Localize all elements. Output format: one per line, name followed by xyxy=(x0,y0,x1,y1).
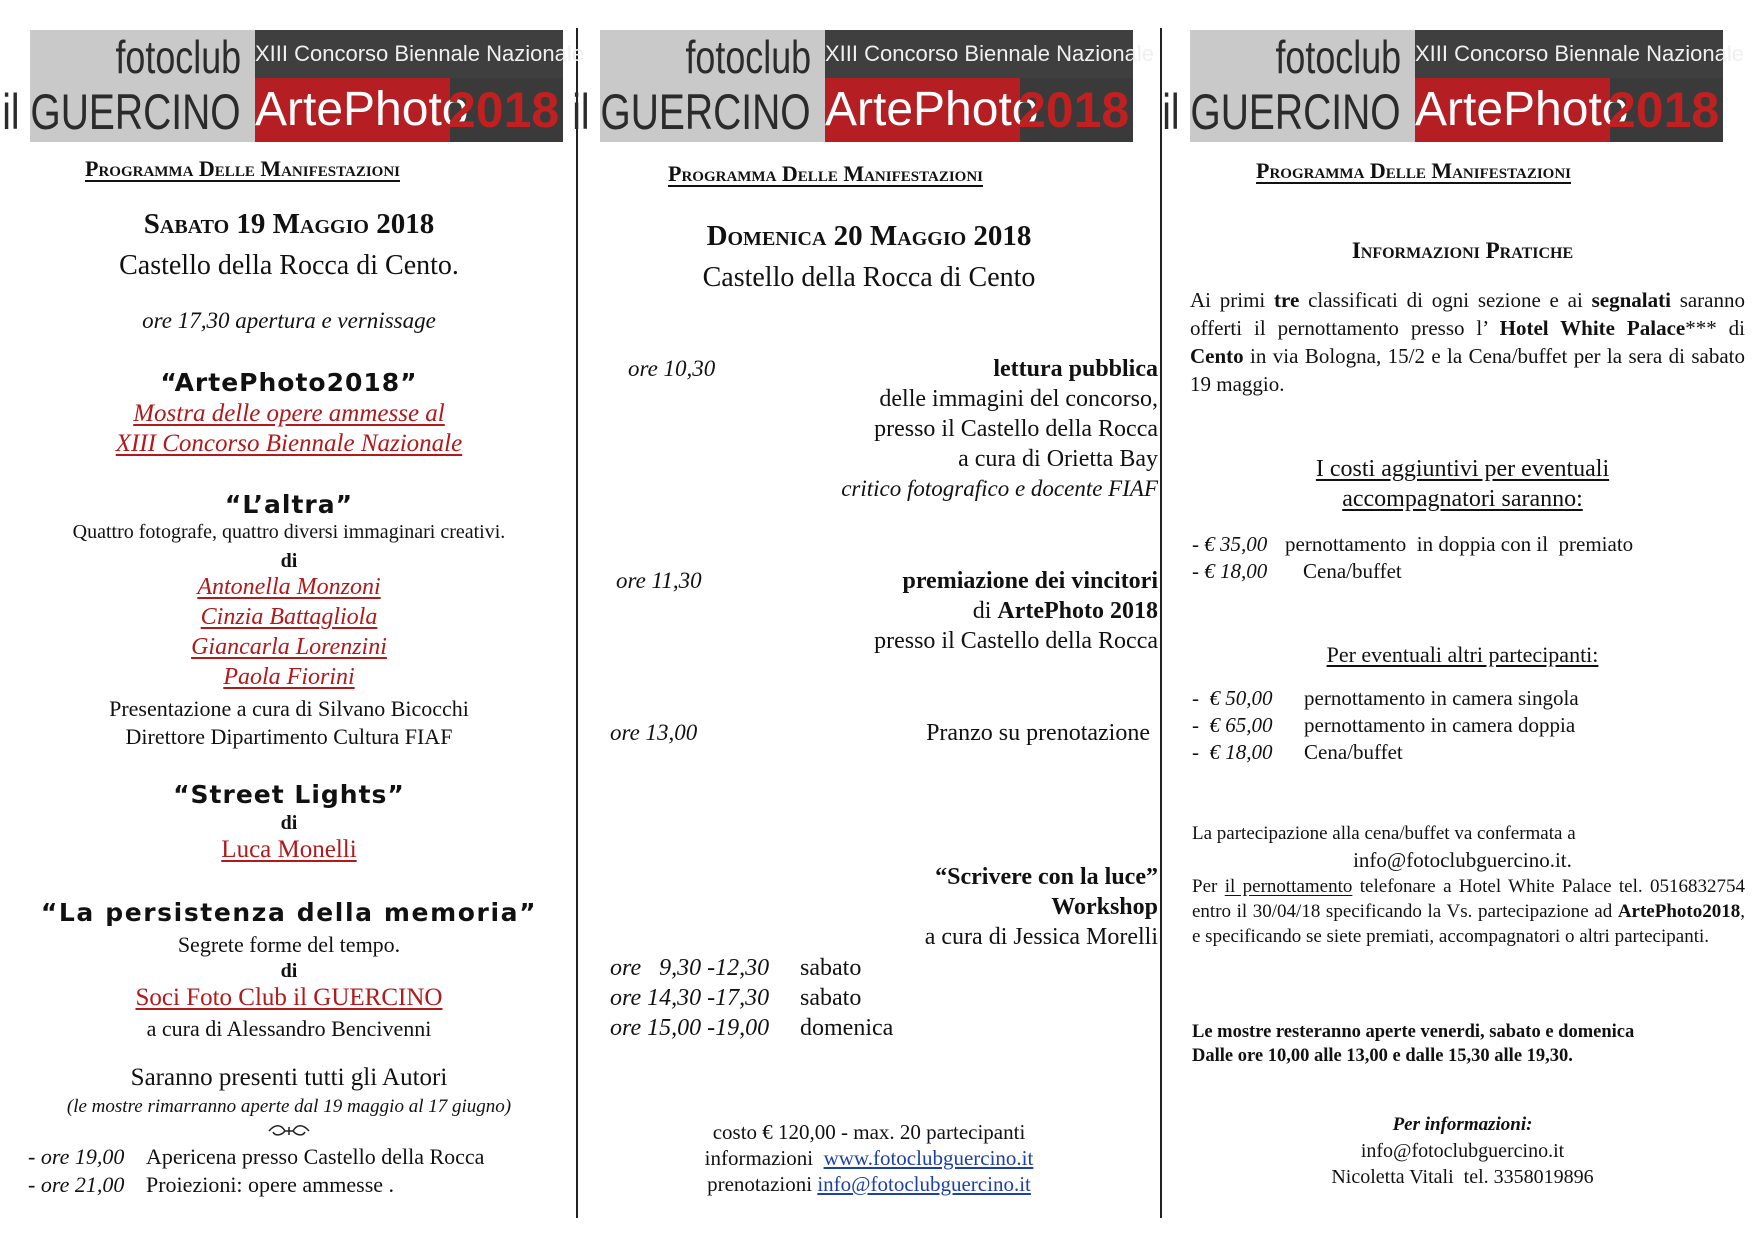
workshop-title: “Scrivere con la luce” xyxy=(935,864,1158,890)
price: - € 65,00 xyxy=(1192,713,1273,737)
paragraph-bold: ArtePhoto2018 xyxy=(1617,901,1741,922)
workshop-label: Workshop xyxy=(1051,894,1158,920)
di-label: di xyxy=(280,812,298,834)
paragraph-text: classificati di ogni sezione e ai xyxy=(1299,288,1592,312)
booking-line xyxy=(580,1172,1158,1197)
year-label: 2018 xyxy=(1018,82,1130,138)
paragraph-text: , e specificando se siete premiati, accompagnatori o altri partecipanti. xyxy=(1192,901,1745,947)
price: - € 35,00 xyxy=(1192,532,1268,556)
others-title: Per eventuali altri partecipanti: xyxy=(1326,642,1599,667)
exhibition-title: “L’altra” xyxy=(224,490,354,519)
logo-guercino-text: il GUERCINO xyxy=(572,84,811,140)
price-description: pernottamento in camera singola xyxy=(1304,686,1579,710)
workshop-time: ore 15,00 -19,00 xyxy=(610,1015,770,1041)
programma-title: Programma Delle Manifestazioni xyxy=(1256,158,1572,183)
workshop-day: sabato xyxy=(800,955,862,981)
column-info xyxy=(1162,0,1755,1240)
author-name: Giancarla Lorenzini xyxy=(191,634,387,660)
prize-paragraph xyxy=(1190,286,1745,398)
paragraph-text: telefonare a Hotel White Palace tel. 0516832754 entro il 30/04/18 specificando la Vs. partecipazione ad xyxy=(1192,876,1745,922)
paragraph-underline: il pernottamento xyxy=(1224,876,1353,897)
fleuron-ornament xyxy=(0,1124,578,1138)
paragraph-bold: Hotel White Palace xyxy=(1499,316,1686,340)
column-divider xyxy=(1160,28,1162,1218)
activity-line: critico fotografico e docente FIAF xyxy=(841,476,1158,501)
exhibition-title: “Street Lights” xyxy=(173,780,405,809)
artephoto-label: ArtePhoto xyxy=(825,78,1020,142)
exhibition-description: Segrete forme del tempo. xyxy=(177,932,401,957)
website-link[interactable]: www.fotoclubguercino.it xyxy=(823,1146,1034,1170)
opening-hours: Le mostre resteranno aperte venerdi, sabato e domenica xyxy=(1192,1022,1635,1042)
artephoto-label: ArtePhoto xyxy=(255,78,450,142)
costs-title: I costi aggiuntivi per eventuali xyxy=(1315,456,1610,482)
paragraph-bold: segnalati xyxy=(1591,288,1671,312)
column-saturday xyxy=(0,0,584,1240)
exhibition-subtitle: Mostra delle opere ammesse al xyxy=(133,400,445,427)
activity-line: delle immagini del concorso, xyxy=(879,386,1158,412)
costs-title: accompagnatori saranno: xyxy=(1342,486,1583,512)
authors-present: Saranno presenti tutti gli Autori xyxy=(130,1064,448,1091)
workshop-cost: costo € 120,00 - max. 20 partecipanti xyxy=(712,1120,1026,1144)
logo-fotoclub-text: fotoclub xyxy=(685,31,811,83)
event-date: Sabato 19 Maggio 2018 xyxy=(143,208,435,240)
programma-title: Programma Delle Manifestazioni xyxy=(668,161,984,186)
artephoto-mention: ArtePhoto 2018 xyxy=(997,598,1158,624)
event-time: - ore 21,00 xyxy=(28,1172,125,1197)
artephoto-label: ArtePhoto xyxy=(1415,78,1610,142)
concorso-label: XIII Concorso Biennale Nazionale xyxy=(255,30,563,78)
paragraph-text: in via Bologna, 15/2 e la Cena/buffet per la sera di sabato 19 maggio. xyxy=(1190,344,1745,396)
header-banner xyxy=(1162,30,1744,142)
author-name: Paola Fiorini xyxy=(223,664,355,690)
column-sunday xyxy=(572,0,1158,1240)
paragraph-text: *** di xyxy=(1685,316,1745,340)
schedule-time: ore 13,00 xyxy=(610,720,698,745)
hotel-paragraph xyxy=(1192,874,1745,949)
price-description: pernottamento in doppia con il premiato xyxy=(1285,532,1634,556)
price-description: Cena/buffet xyxy=(1303,559,1402,583)
header-banner xyxy=(572,30,1154,142)
year-label: 2018 xyxy=(1608,82,1720,138)
booking-label: prenotazioni xyxy=(707,1172,813,1196)
activity-line: presso il Castello della Rocca xyxy=(874,628,1158,654)
activity-line: a cura di Orietta Bay xyxy=(958,446,1158,472)
logo-artephoto xyxy=(255,30,584,142)
workshop-time: ore 14,30 -17,30 xyxy=(610,985,770,1011)
opening-time: ore 17,30 apertura e vernissage xyxy=(142,308,436,333)
di-label: di xyxy=(280,550,298,572)
contact-phone: Nicoletta Vitali tel. 3358019896 xyxy=(1331,1166,1594,1188)
info-label: informazioni xyxy=(704,1146,814,1170)
activity-line xyxy=(973,598,1158,625)
price: - € 50,00 xyxy=(1192,686,1273,710)
activity-title: premiazione dei vincitori xyxy=(902,568,1158,594)
paragraph-bold: tre xyxy=(1274,288,1300,312)
contact-email: info@fotoclubguercino.it xyxy=(1360,1140,1565,1162)
opening-hours: Dalle ore 10,00 alle 13,00 e dalle 15,30 alle 19,30. xyxy=(1192,1046,1573,1066)
activity-line: presso il Castello della Rocca xyxy=(874,416,1158,442)
paragraph-bold: Cento xyxy=(1190,344,1244,368)
concorso-label: XIII Concorso Biennale Nazionale xyxy=(1415,30,1723,78)
workshop-day: domenica xyxy=(800,1015,894,1041)
activity-title: Pranzo su prenotazione xyxy=(926,720,1150,746)
event-place: Castello della Rocca di Cento. xyxy=(119,250,459,281)
paragraph-text: Ai primi xyxy=(1190,288,1275,312)
logo-guercino-text: il GUERCINO xyxy=(2,84,241,140)
event-date: Domenica 20 Maggio 2018 xyxy=(706,220,1032,252)
logo-fotoclub xyxy=(572,30,825,142)
exhibition-dates-note: (le mostre rimarranno aperte dal 19 maggio al 17 giugno) xyxy=(66,1096,512,1117)
contact-title: Per informazioni: xyxy=(1392,1114,1533,1135)
header-banner xyxy=(2,30,584,142)
logo-fotoclub xyxy=(2,30,255,142)
exhibition-title: “ArtePhoto2018” xyxy=(160,368,418,397)
presentation-line: Presentazione a cura di Silvano Bicocchi xyxy=(109,696,469,721)
price: - € 18,00 xyxy=(1192,559,1268,583)
exhibition-title: “La persistenza della memoria” xyxy=(40,898,538,927)
author-name: Antonella Monzoni xyxy=(197,574,381,600)
info-title: Informazioni Pratiche xyxy=(1351,238,1574,263)
activity-title: lettura pubblica xyxy=(993,356,1158,382)
logo-guercino-text: il GUERCINO xyxy=(1162,84,1401,140)
workshop-time: ore 9,30 -12,30 xyxy=(610,955,770,981)
exhibition-subtitle: XIII Concorso Biennale Nazionale xyxy=(115,430,463,457)
logo-fotoclub xyxy=(1162,30,1415,142)
logo-fotoclub-text: fotoclub xyxy=(115,31,241,83)
event-time: - ore 19,00 xyxy=(28,1144,125,1169)
event-place: Castello della Rocca di Cento xyxy=(702,262,1036,293)
curator-line: a cura di Alessandro Bencivenni xyxy=(146,1016,432,1041)
price-description: Cena/buffet xyxy=(1304,740,1403,764)
logo-artephoto xyxy=(825,30,1154,142)
exhibition-description: Quattro fotografe, quattro diversi immaginari creativi. xyxy=(72,521,506,543)
event-description: Apericena presso Castello della Rocca xyxy=(146,1144,485,1169)
year-label: 2018 xyxy=(448,82,560,138)
workshop-day: sabato xyxy=(800,985,862,1011)
author-name: Luca Monelli xyxy=(221,836,357,863)
workshop-curator: a cura di Jessica Morelli xyxy=(924,924,1158,950)
confirmation-text: La partecipazione alla cena/buffet va confermata a xyxy=(1192,823,1576,844)
email-link[interactable]: info@fotoclubguercino.it xyxy=(817,1172,1031,1196)
concorso-label: XIII Concorso Biennale Nazionale xyxy=(825,30,1133,78)
price: - € 18,00 xyxy=(1192,740,1273,764)
programma-title: Programma Delle Manifestazioni xyxy=(85,156,401,181)
info-line xyxy=(580,1146,1158,1171)
event-description: Proiezioni: opere ammesse . xyxy=(146,1172,395,1197)
author-name: Cinzia Battagliola xyxy=(200,604,378,630)
logo-fotoclub-text: fotoclub xyxy=(1275,31,1401,83)
schedule-time: ore 11,30 xyxy=(616,568,702,593)
schedule-time: ore 10,30 xyxy=(628,356,716,381)
presentation-line: Direttore Dipartimento Cultura FIAF xyxy=(125,724,453,749)
activity-text: di xyxy=(972,598,998,624)
author-name: Soci Foto Club il GUERCINO xyxy=(135,984,443,1011)
paragraph-text: saranno offerti il pernottamento presso l’ xyxy=(1190,288,1745,340)
price-description: pernottamento in camera doppia xyxy=(1304,713,1576,737)
di-label: di xyxy=(280,960,298,982)
confirmation-email: info@fotoclubguercino.it. xyxy=(1353,848,1572,872)
logo-artephoto xyxy=(1415,30,1744,142)
paragraph-text: Per xyxy=(1192,876,1225,897)
